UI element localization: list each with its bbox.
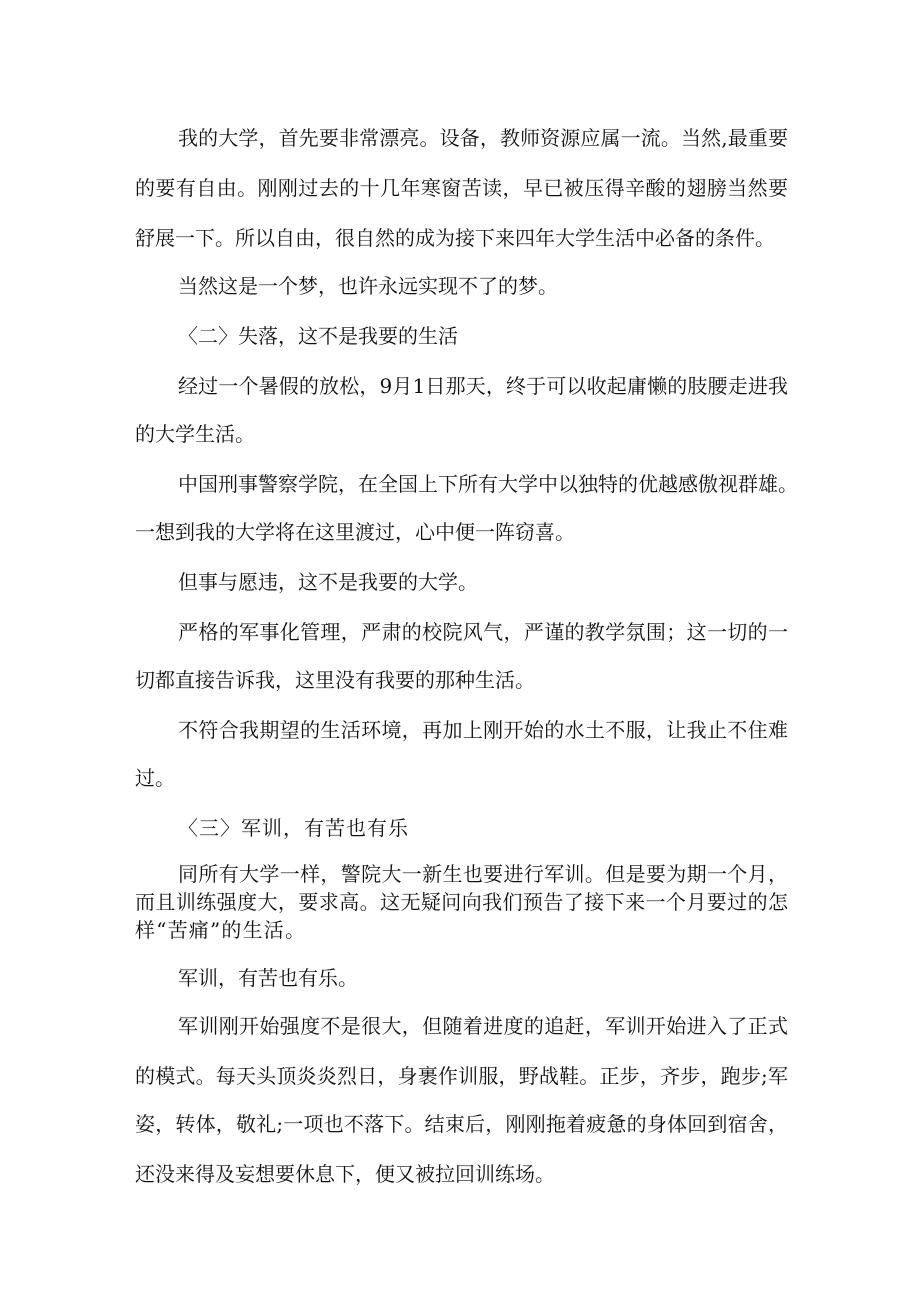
section-heading-text: 〈三〉军训，有苦也有乐	[178, 816, 408, 840]
paragraph-line	[178, 568, 478, 596]
section-heading	[178, 322, 458, 350]
paragraph-line	[135, 224, 775, 252]
line-text: 还没来得及妄想要休息下，便又被拉回训练场。	[135, 1162, 555, 1186]
paragraph-line	[178, 124, 788, 152]
paragraph-line	[135, 666, 535, 694]
paragraph-line	[178, 862, 788, 886]
paragraph-line	[178, 272, 558, 300]
paragraph-line	[135, 174, 788, 202]
section-heading	[178, 814, 408, 842]
line-text: 样“苦痛”的生活。	[135, 918, 305, 942]
line-text: 严格的军事化管理，严肃的校院风气，严谨的教学氛围；这一切的一	[178, 620, 788, 644]
paragraph-line	[135, 1110, 788, 1138]
line-text: 而且训练强度大，要求高。这无疑问向我们预告了接下来一个月要过的怎	[135, 890, 788, 914]
line-text: 但事与愿违，这不是我要的大学。	[178, 570, 478, 594]
line-text: 我的大学，首先要非常漂亮。设备，教师资源应属一流。当然,最重要	[178, 126, 788, 150]
line-text: 同所有大学一样，警院大一新生也要进行军训。但是要为期一个月，	[178, 862, 788, 886]
paragraph-line	[135, 1062, 788, 1090]
line-text: 姿，转体，敬礼;一项也不落下。结束后，刚刚拖着疲惫的身体回到宿舍，	[135, 1112, 788, 1136]
paragraph-line	[135, 420, 255, 448]
line-text: 经过一个暑假的放松，9月1日那天，终于可以收起庸懒的肢腰走进我	[178, 374, 788, 398]
line-text: 舒展一下。所以自由，很自然的成为接下来四年大学生活中必备的条件。	[135, 226, 775, 250]
line-text: 不符合我期望的生活环境，再加上刚开始的水土不服，让我止不住难	[178, 718, 788, 742]
line-text: 过。	[135, 766, 175, 790]
line-text: 当然这是一个梦，也许永远实现不了的梦。	[178, 274, 558, 298]
paragraph-line	[178, 372, 788, 400]
paragraph-line	[135, 890, 788, 914]
line-text: 的模式。每天头顶炎炎烈日，身裹作训服，野战鞋。正步，齐步，跑步;军	[135, 1064, 788, 1088]
paragraph-line	[178, 964, 358, 992]
paragraph-line	[178, 618, 788, 646]
paragraph-line	[135, 764, 175, 792]
line-text: 军训刚开始强度不是很大，但随着进度的追赶，军训开始进入了正式	[178, 1014, 788, 1038]
paragraph-line	[178, 716, 788, 744]
line-text: 一想到我的大学将在这里渡过，心中便一阵窃喜。	[135, 520, 575, 544]
paragraph-line	[135, 518, 575, 546]
paragraph-line	[135, 918, 305, 942]
line-text: 切都直接告诉我，这里没有我要的那种生活。	[135, 668, 535, 692]
paragraph-line	[178, 1012, 788, 1040]
paragraph-line	[135, 1160, 555, 1188]
paragraph-line	[178, 470, 798, 498]
section-heading-text: 〈二〉失落，这不是我要的生活	[178, 324, 458, 348]
line-text: 军训，有苦也有乐。	[178, 966, 358, 990]
line-text: 中国刑事警察学院，在全国上下所有大学中以独特的优越感傲视群雄。	[178, 472, 798, 496]
line-text: 的大学生活。	[135, 422, 255, 446]
line-text: 的要有自由。刚刚过去的十几年寒窗苦读，早已被压得辛酸的翅膀当然要	[135, 176, 788, 200]
